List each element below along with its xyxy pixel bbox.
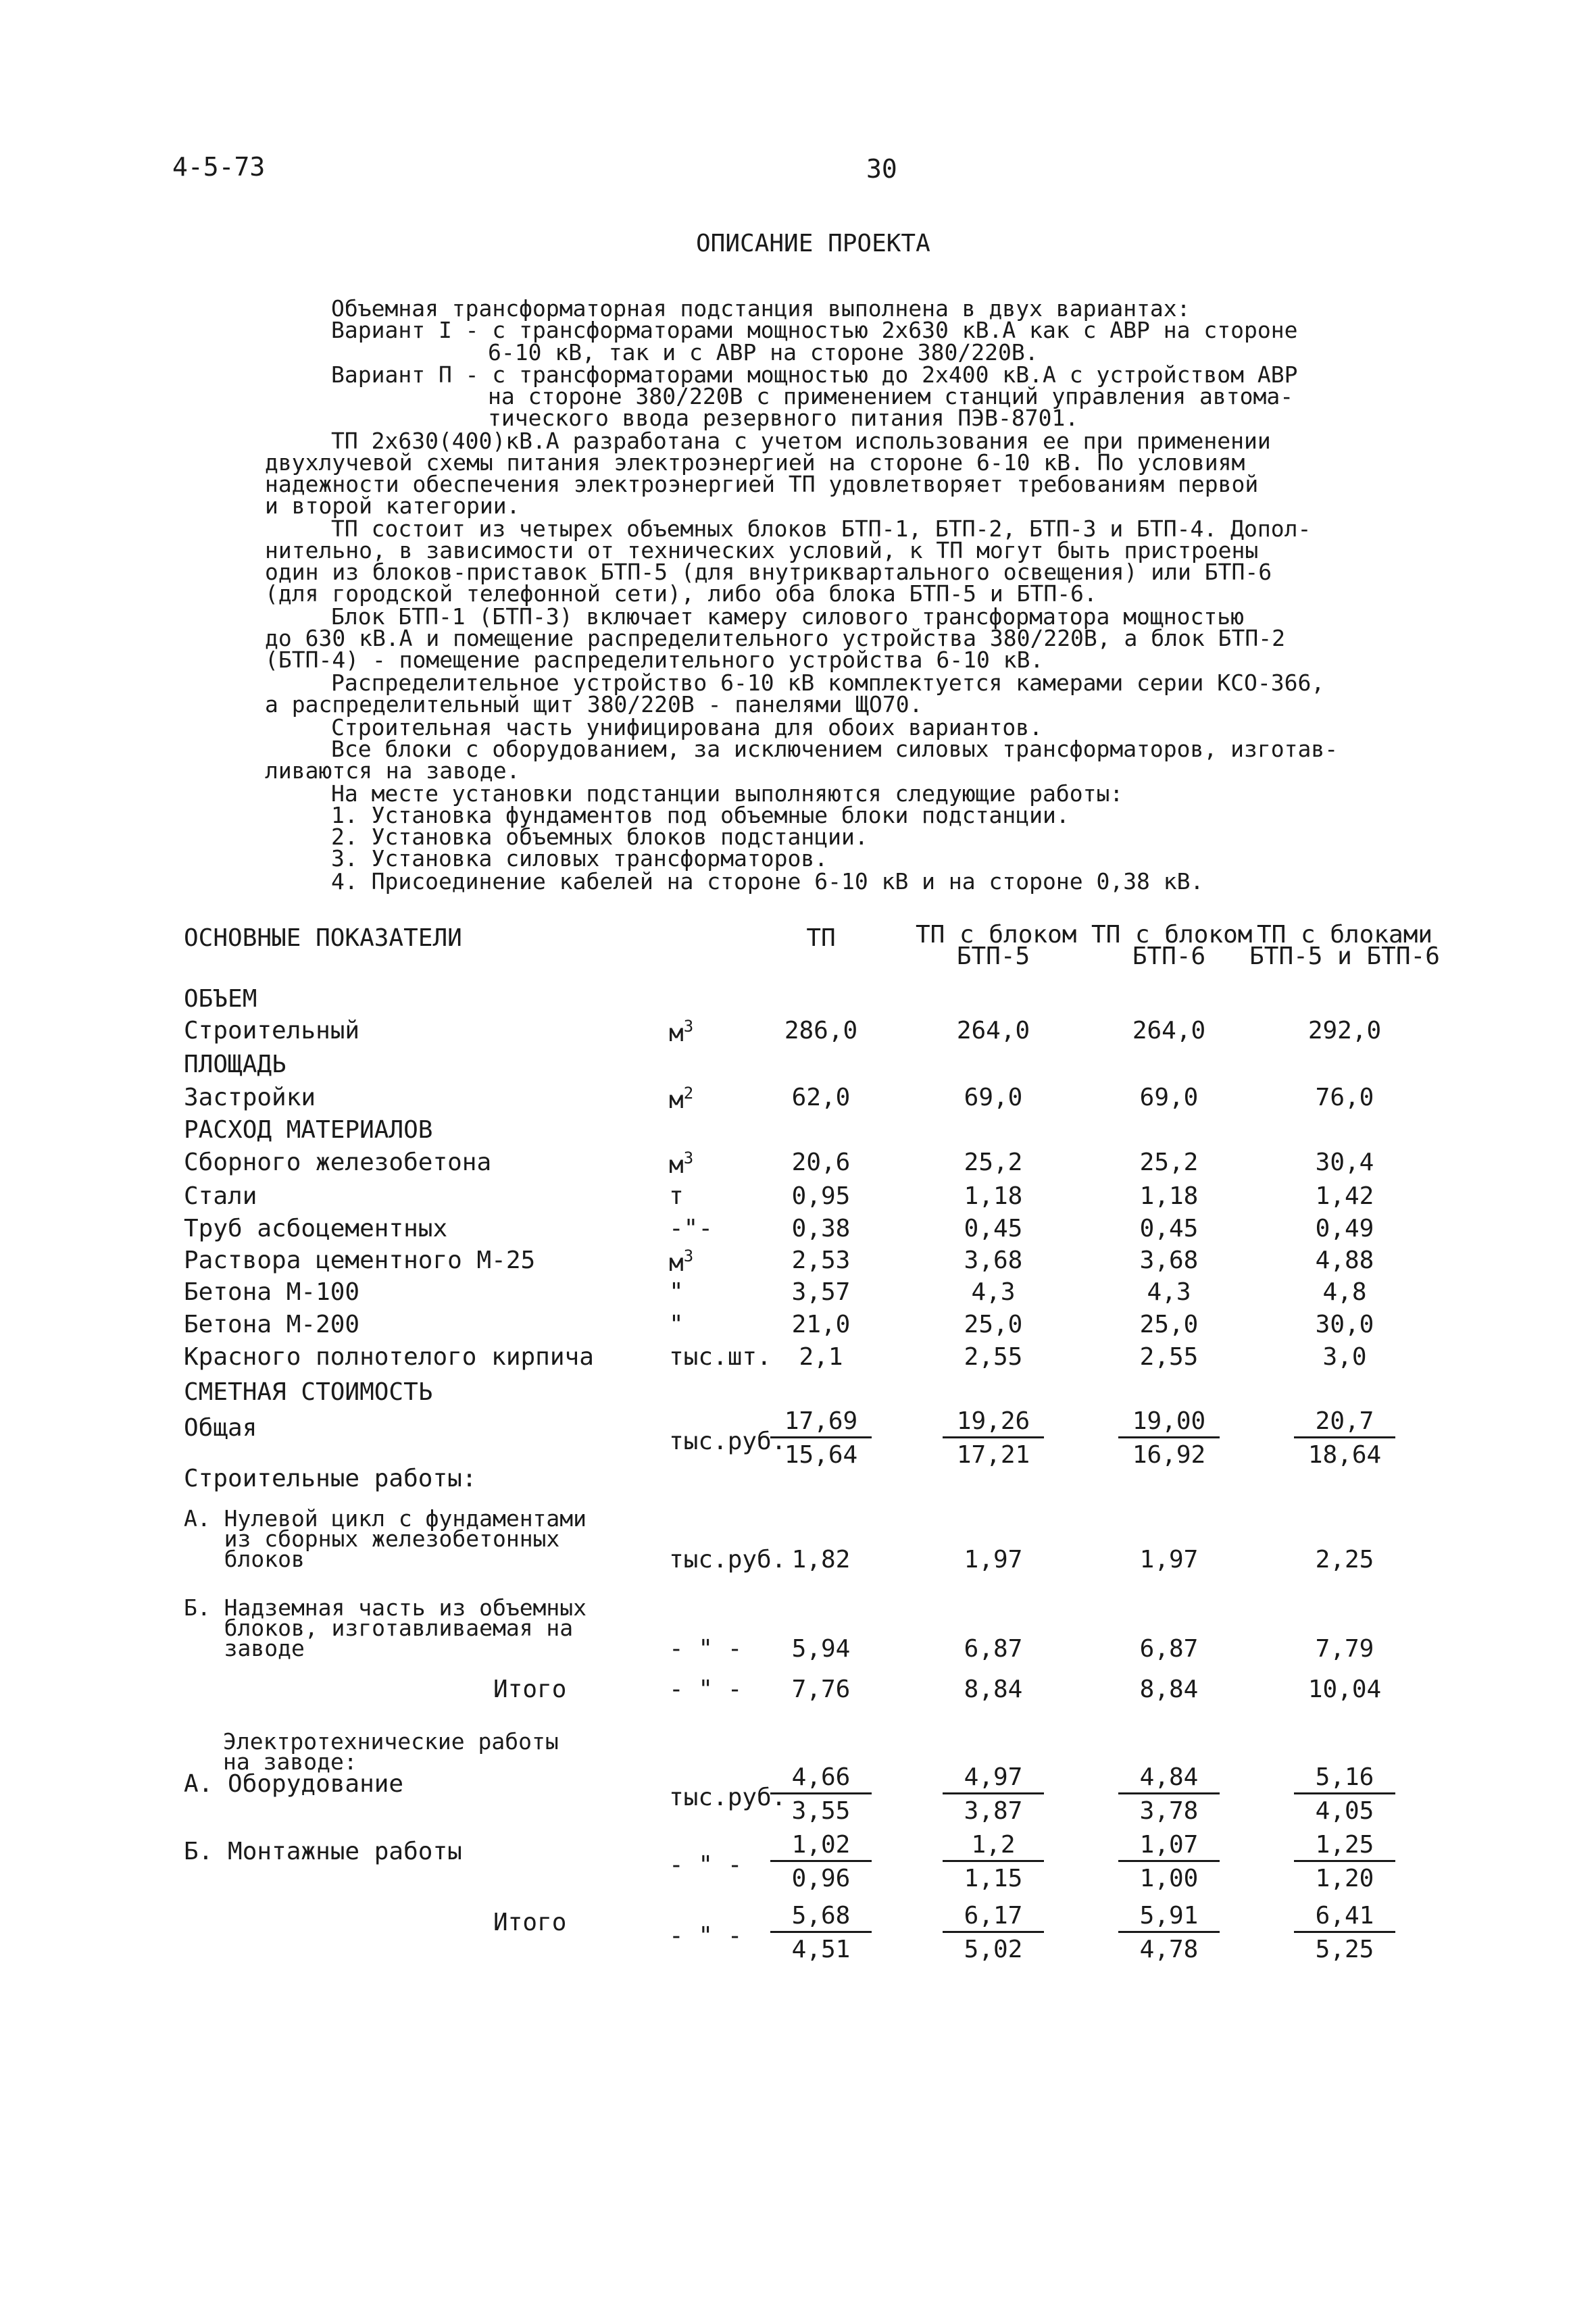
row-label: РАСХОД МАТЕРИАЛОВ [184, 1116, 433, 1144]
value-cell: 1,97 [964, 1546, 1023, 1574]
value-cell: 2,55 [1139, 1343, 1199, 1371]
fraction-denominator: 15,64 [784, 1441, 858, 1469]
value-cell: 1,82 [791, 1546, 851, 1574]
value-cell: 10,04 [1307, 1676, 1382, 1703]
value-cell: 4,3 [971, 1278, 1016, 1306]
fraction-numerator: 6,41 [1294, 1902, 1395, 1933]
fraction-cell [916, 1831, 1071, 1892]
column-header-tp-btp5-btp6: ТП с блоками БТП-5 и БТП-6 [1249, 921, 1440, 970]
fraction-denominator: 1,15 [964, 1865, 1023, 1892]
fraction-cell [1091, 1407, 1247, 1469]
fraction-denominator: 4,05 [1315, 1797, 1374, 1825]
value-cell: 4,88 [1315, 1247, 1374, 1274]
value-cell: 69,0 [964, 1084, 1023, 1111]
value-cell: 7,76 [791, 1676, 851, 1703]
row-unit: - " - [669, 1635, 743, 1663]
value-cell: 4,8 [1322, 1278, 1367, 1306]
fraction-numerator: 20,7 [1294, 1407, 1395, 1438]
value-cell: 292,0 [1307, 1017, 1382, 1045]
fraction-cell [743, 1763, 899, 1825]
description-line: Вариант П - с трансформаторами мощностью до 2х400 кВ.А с устройством АВР [331, 361, 1298, 388]
value-cell: 286,0 [784, 1017, 858, 1045]
description-line: двухлучевой схемы питания электроэнергией на стороне 6-10 кВ. По условиям [265, 449, 1245, 476]
description-line: на стороне 380/220В с применением станций управления автома- [488, 383, 1294, 409]
description-line: и второй категории. [265, 493, 520, 519]
value-cell: 0,38 [791, 1215, 851, 1242]
description-line: до 630 кВ.А и помещение распределительного устройства 380/220В, а блок БТП-2 [265, 625, 1285, 651]
value-cell: 6,87 [964, 1635, 1023, 1663]
fraction-cell [1267, 1763, 1422, 1825]
value-cell: 7,79 [1315, 1635, 1374, 1663]
table-header-label: ОСНОВНЫЕ ПОКАЗАТЕЛИ [184, 924, 462, 952]
fraction-cell [1091, 1763, 1247, 1825]
fraction-cell [1091, 1831, 1247, 1892]
description-line: Объемная трансформаторная подстанция выполнена в двух вариантах: [331, 295, 1191, 322]
value-cell: 0,45 [1139, 1215, 1199, 1242]
value-cell: 30,0 [1315, 1311, 1374, 1338]
row-label: Стали [184, 1182, 257, 1210]
row-label: Итого [493, 1676, 567, 1703]
page-number: 30 [866, 154, 897, 184]
row-label: ПЛОЩАДЬ [184, 1051, 286, 1078]
page-title: ОПИСАНИЕ ПРОЕКТА [696, 230, 930, 257]
value-cell: 1,18 [1139, 1182, 1199, 1210]
fraction-denominator: 18,64 [1307, 1441, 1382, 1469]
value-cell: 3,68 [1139, 1247, 1199, 1274]
description-line: нительно, в зависимости от технических условий, к ТП могут быть пристроены [265, 537, 1259, 563]
fraction-numerator: 5,91 [1118, 1902, 1220, 1933]
fraction-cell [1267, 1902, 1422, 1963]
value-cell: 2,55 [964, 1343, 1023, 1371]
row-label-line: блоков, изготавливаемая на [184, 1615, 574, 1641]
description-line: ТП состоит из четырех объемных блоков БТП-1, БТП-2, БТП-3 и БТП-4. Допол- [331, 515, 1312, 542]
row-label: Общая [184, 1414, 257, 1442]
fraction-denominator: 1,20 [1315, 1865, 1374, 1892]
fraction-numerator: 5,16 [1294, 1763, 1395, 1794]
fraction-numerator: 19,26 [943, 1407, 1044, 1438]
value-cell: 20,6 [791, 1149, 851, 1176]
row-label-line: Электротехнические работы [223, 1728, 559, 1755]
row-label: Строительный [184, 1017, 360, 1045]
value-cell: 25,2 [964, 1149, 1023, 1176]
row-label: ОБЪЕМ [184, 985, 257, 1013]
fraction-numerator: 5,68 [770, 1902, 872, 1933]
fraction-cell [743, 1407, 899, 1469]
fraction-denominator: 5,02 [964, 1936, 1023, 1963]
description-line: На месте установки подстанции выполняются следующие работы: [331, 780, 1124, 807]
value-cell: 2,1 [799, 1343, 843, 1371]
value-cell: 25,2 [1139, 1149, 1199, 1176]
row-label: Застройки [184, 1084, 316, 1111]
row-unit: -"- [669, 1215, 714, 1242]
row-unit: " [669, 1311, 684, 1338]
description-line: (БТП-4) - помещение распределительного устройства 6-10 кВ. [265, 647, 1044, 673]
column-header-tp: ТП [806, 924, 836, 952]
fraction-denominator: 0,96 [791, 1865, 851, 1892]
fraction-numerator: 1,25 [1294, 1831, 1395, 1862]
row-label: Бетона М-100 [184, 1278, 360, 1306]
value-cell: 8,84 [964, 1676, 1023, 1703]
fraction-numerator: 4,84 [1118, 1763, 1220, 1794]
row-unit: $м^2$ [669, 1084, 694, 1114]
fraction-numerator: 17,69 [770, 1407, 872, 1438]
row-unit: тыс.руб. [669, 1784, 787, 1811]
description-line: 4. Присоединение кабелей на стороне 6-10 кВ и на стороне 0,38 кВ. [331, 868, 1204, 895]
row-unit: - " - [669, 1676, 743, 1703]
description-line: Блок БТП-1 (БТП-3) включает камеру силового трансформатора мощностью [331, 603, 1245, 630]
row-unit: $м^3$ [669, 1149, 694, 1179]
fraction-denominator: 3,87 [964, 1797, 1023, 1825]
value-cell: 62,0 [791, 1084, 851, 1111]
column-header-tp-btp5: ТП с блоком БТП-5 [916, 921, 1077, 970]
row-label: Сборного железобетона [184, 1149, 492, 1176]
fraction-cell [916, 1763, 1071, 1825]
fraction-cell [743, 1902, 899, 1963]
description-line: 3. Установка силовых трансформаторов. [331, 845, 828, 872]
row-label: Раствора цементного М-25 [184, 1247, 536, 1274]
row-unit: $м^3$ [669, 1247, 694, 1277]
row-unit: т [669, 1182, 684, 1210]
description-line: ТП 2х630(400)кВ.А разработана с учетом использования ее при применении [331, 428, 1271, 454]
row-label: Б. Монтажные работы [184, 1838, 462, 1865]
value-cell: 264,0 [1132, 1017, 1206, 1045]
fraction-cell [916, 1902, 1071, 1963]
value-cell: 2,53 [791, 1247, 851, 1274]
value-cell: 21,0 [791, 1311, 851, 1338]
value-cell: 76,0 [1315, 1084, 1374, 1111]
value-cell: 1,18 [964, 1182, 1023, 1210]
row-label: СМЕТНАЯ СТОИМОСТЬ [184, 1378, 433, 1406]
row-label: Красного полнотелого кирпича [184, 1343, 594, 1371]
fraction-denominator: 1,00 [1139, 1865, 1199, 1892]
description-line: Все блоки с оборудованием, за исключением силовых трансформаторов, изготав- [331, 736, 1339, 762]
description-line: Распределительное устройство 6-10 кВ комплектуется камерами серии КСО-366, [331, 670, 1325, 696]
description-line: (для городской телефонной сети), либо оба блока БТП-5 и БТП-6. [265, 580, 1097, 607]
row-unit: $м^3$ [669, 1017, 694, 1047]
fraction-denominator: 4,78 [1139, 1936, 1199, 1963]
row-unit: - " - [669, 1922, 743, 1950]
row-label: А. Оборудование [184, 1770, 404, 1798]
fraction-cell [1091, 1902, 1247, 1963]
value-cell: 264,0 [956, 1017, 1030, 1045]
description-line: ливаются на заводе. [265, 757, 520, 784]
fraction-cell [1267, 1407, 1422, 1469]
value-cell: 30,4 [1315, 1149, 1374, 1176]
value-cell: 0,49 [1315, 1215, 1374, 1242]
description-line: 1. Установка фундаментов под объемные блоки подстанции. [331, 802, 1070, 828]
fraction-denominator: 4,51 [791, 1936, 851, 1963]
row-label-line: заводе [184, 1635, 305, 1661]
fraction-cell [743, 1831, 899, 1892]
fraction-denominator: 3,78 [1139, 1797, 1199, 1825]
row-label-line: Б. Надземная часть из объемных [184, 1594, 587, 1621]
fraction-denominator: 5,25 [1315, 1936, 1374, 1963]
value-cell: 4,3 [1147, 1278, 1191, 1306]
value-cell: 25,0 [1139, 1311, 1199, 1338]
value-cell: 2,25 [1315, 1546, 1374, 1574]
fraction-cell [1267, 1831, 1422, 1892]
description-line: 2. Установка объемных блоков подстанции. [331, 824, 868, 850]
row-unit: тыс.шт. [669, 1343, 772, 1371]
value-cell: 1,42 [1315, 1182, 1374, 1210]
fraction-numerator: 1,02 [770, 1831, 872, 1862]
value-cell: 69,0 [1139, 1084, 1199, 1111]
row-unit: - " - [669, 1851, 743, 1879]
row-label: Бетона М-200 [184, 1311, 360, 1338]
description-line: а распределительный щит 380/220В - панелями ЩО70. [265, 691, 923, 718]
value-cell: 0,45 [964, 1215, 1023, 1242]
description-line: 6-10 кВ, так и с АВР на стороне 380/220В. [488, 339, 1039, 366]
fraction-denominator: 16,92 [1132, 1441, 1206, 1469]
description-line: Вариант I - с трансформаторами мощностью 2х630 кВ.А как с АВР на стороне [331, 317, 1298, 343]
fraction-numerator: 19,00 [1118, 1407, 1220, 1438]
row-label: Итого [493, 1909, 567, 1936]
document-code: 4-5-73 [172, 152, 266, 182]
description-line: Строительная часть унифицирована для обоих вариантов. [331, 714, 1043, 740]
description-line: надежности обеспечения электроэнергией ТП удовлетворяет требованиям первой [265, 471, 1259, 497]
value-cell: 8,84 [1139, 1676, 1199, 1703]
value-cell: 25,0 [964, 1311, 1023, 1338]
value-cell: 3,0 [1322, 1343, 1367, 1371]
column-header-tp-btp6: ТП с блоком БТП-6 [1091, 921, 1253, 970]
fraction-numerator: 1,07 [1118, 1831, 1220, 1862]
fraction-numerator: 4,66 [770, 1763, 872, 1794]
fraction-numerator: 4,97 [943, 1763, 1044, 1794]
fraction-denominator: 3,55 [791, 1797, 851, 1825]
fraction-numerator: 1,2 [943, 1831, 1044, 1862]
value-cell: 6,87 [1139, 1635, 1199, 1663]
value-cell: 3,57 [791, 1278, 851, 1306]
row-unit: " [669, 1278, 684, 1306]
value-cell: 5,94 [791, 1635, 851, 1663]
fraction-cell [916, 1407, 1071, 1469]
row-unit: тыс.руб. [669, 1546, 787, 1574]
fraction-denominator: 17,21 [956, 1441, 1030, 1469]
value-cell: 3,68 [964, 1247, 1023, 1274]
row-label: Труб асбоцементных [184, 1215, 448, 1242]
row-label-line: на заводе: [223, 1749, 357, 1775]
row-unit: тыс.руб. [669, 1428, 787, 1455]
row-label-line: А. Нулевой цикл с фундаментами [184, 1505, 587, 1532]
value-cell: 0,95 [791, 1182, 851, 1210]
fraction-numerator: 6,17 [943, 1902, 1044, 1933]
description-line: один из блоков-приставок БТП-5 (для внутриквартального освещения) или БТП-6 [265, 559, 1272, 585]
row-label: Строительные работы: [184, 1465, 477, 1492]
row-label-line: из сборных железобетонных [184, 1526, 560, 1552]
row-label-line: блоков [184, 1546, 305, 1572]
value-cell: 1,97 [1139, 1546, 1199, 1574]
description-line: тического ввода резервного питания ПЭВ-8701. [488, 405, 1079, 431]
